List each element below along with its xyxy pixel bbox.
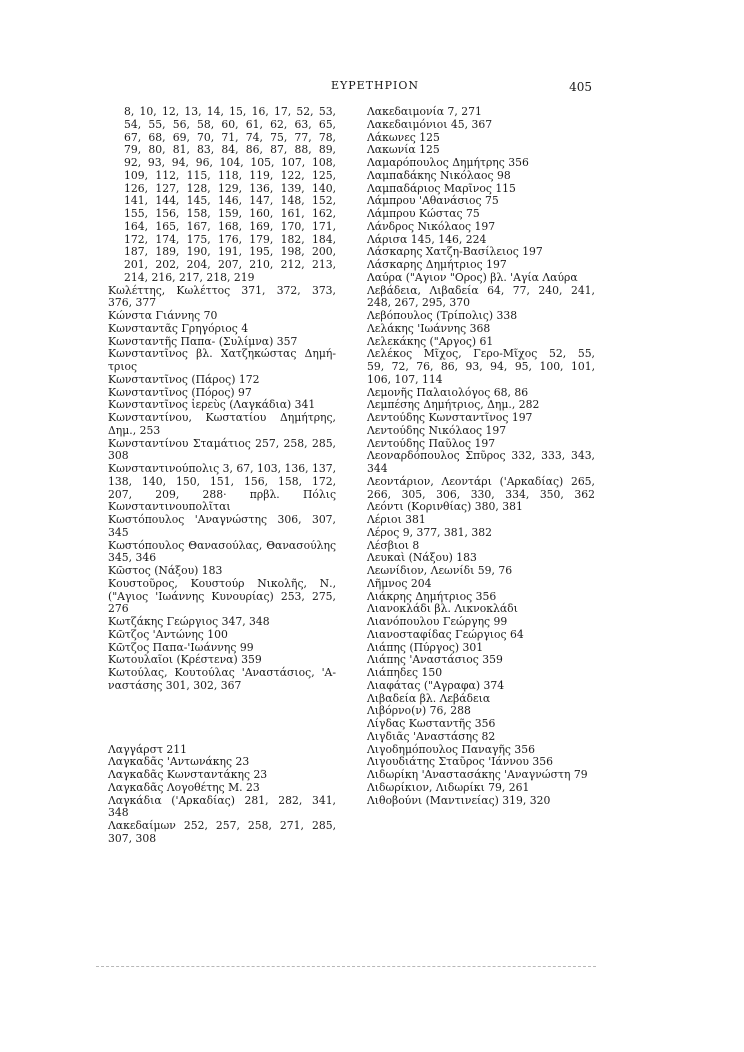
index-entry-line: Λιγουδιάτης Σταῦρος 'Ιάννου 356 [367, 755, 554, 769]
index-entry-line: Λεβόπουλος (Τρίπολις) 338 [367, 309, 518, 322]
index-entry-line: Λιανοσταφίδας Γεώργιος 64 [367, 627, 524, 641]
index-entry [108, 412, 336, 438]
index-entry-line: 59, 72, 76, 86, 93, 94, 95, 100, 101, [367, 360, 595, 373]
index-entry [367, 323, 595, 336]
index-entry [367, 769, 595, 782]
index-entry-line: 54, 55, 56, 58, 60, 61, 62, 63, 65, [124, 117, 336, 131]
index-entry-line: Λιάπης (Πύργος) 301 [367, 640, 484, 654]
index-entry [367, 629, 595, 642]
index-entry-line: ("Αγιος 'Ιωάννης Κυνουρίας) 253, 275, [108, 589, 336, 603]
index-entry-line: Λάμπρου 'Αθανάσιος 75 [367, 194, 499, 208]
index-entry-line: Λεντούδης Νικόλαος 197 [367, 423, 507, 437]
index-entry-line: Λεμπέσης Δημήτριος, Δημ., 282 [367, 398, 540, 412]
index-entry-line: Λιάπης 'Αναστάσιος 359 [367, 653, 503, 667]
index-entry-line: 109, 112, 115, 118, 119, 122, 125, [124, 168, 336, 182]
index-entry [367, 259, 595, 272]
index-entry [367, 616, 595, 629]
index-entry [367, 731, 595, 744]
index-entry [367, 119, 595, 132]
index-entry-line: 164, 165, 167, 168, 169, 170, 171, [124, 219, 336, 233]
index-entry-line: Λίγδας Κωσταντῆς 356 [367, 717, 496, 730]
index-entry [108, 629, 336, 642]
index-entry [108, 374, 336, 387]
index-entry-line: 106, 107, 114 [367, 372, 443, 386]
index-entry-line: Λαγγάρστ 211 [108, 742, 188, 756]
index-column-right [367, 106, 595, 807]
index-entry-line: Λαύρα ("Αγιον "Ορος) βλ. 'Αγία Λαύρα [367, 270, 578, 284]
index-entry [367, 310, 595, 323]
index-entry [108, 310, 336, 323]
index-entry-line: Λελέκος Μῖχος, Γερο-Μῖχος 52, 55, [367, 347, 595, 361]
index-entry-line: Λέριοι 381 [367, 513, 426, 526]
index-entry-line: Λεωνίδιον, Λεωνίδι 59, 76 [367, 564, 513, 577]
index-entry-line: Κώνστα Γιάννης 70 [108, 309, 218, 322]
index-entry [367, 208, 595, 221]
index-entry [108, 540, 336, 566]
index-entry [367, 157, 595, 170]
index-entry-line: Λακωνία 125 [367, 143, 440, 157]
index-entry-line: Λεοναρδόπουλος Σπῦρος 332, 333, 343, [367, 449, 595, 463]
index-entry-line: Λάσκαρης Χατζη-Βασίλειος 197 [367, 245, 543, 259]
index-entry-line: 126, 127, 128, 129, 136, 139, 140, [124, 181, 336, 195]
index-entry-line: Λιδωρίκη 'Αναστασάκης 'Αναγνώστη 79 [367, 768, 588, 781]
index-entry-line: Λακεδαίμων 252, 257, 258, 271, 285, [108, 819, 336, 832]
index-entry-line: Κωτζάκης Γεώργιος 347, 348 [108, 615, 270, 628]
index-entry [367, 795, 595, 808]
index-entry-line: Λαμπαδάριος Μαρῖνος 115 [367, 181, 516, 195]
index-entry-line: 344 [367, 462, 388, 475]
index-entry-line: Λαγκαδᾶς 'Αντωνάκης 23 [108, 755, 250, 769]
index-entry [108, 616, 336, 629]
index-entry [108, 463, 336, 514]
bottom-scan-rule [96, 966, 596, 967]
index-entry-line: Κωνσταντινουπολῖται [108, 500, 231, 514]
index-entry-line: 207, 209, 288· πρβλ. Πόλις [108, 487, 336, 501]
index-entry [108, 438, 336, 464]
index-entry-line: Λιαφάτας ("Αγραφα) 374 [367, 678, 505, 692]
index-entry [367, 565, 595, 578]
index-entry-line: Λιάκρης Δημήτριος 356 [367, 589, 497, 603]
index-entry-line: 201, 202, 204, 207, 210, 212, 213, [124, 258, 336, 271]
index-entry-line: Λάσκαρης Δημήτριος 197 [367, 258, 507, 271]
index-entry-line: Λελάκης 'Ιωάννης 368 [367, 321, 491, 335]
index-entry-line: Λιάπηδες 150 [367, 666, 443, 679]
index-entry-line: Κῶτζος Παπα-'Ιωάννης 99 [108, 640, 254, 654]
index-entry-line: 276 [108, 602, 129, 616]
index-entry-line: 266, 305, 306, 330, 334, 350, 362 [367, 487, 595, 501]
index-entry-line: Κωνσταντῆς Παπα- (Συλίμνα) 357 [108, 334, 298, 348]
index-entry [108, 578, 336, 616]
index-entry-line: 172, 174, 175, 176, 179, 182, 184, [124, 232, 336, 246]
index-entry-line: Λακεδαιμόνιοι 45, 367 [367, 117, 493, 131]
index-entry [367, 272, 595, 285]
index-entry-line: Κωτουλαῖοι (Κρέστενα) 359 [108, 653, 262, 667]
index-entry-line: Λεόντι (Κορινθίας) 380, 381 [367, 500, 523, 514]
index-entry-line: Λάνδρος Νικόλαος 197 [367, 219, 496, 233]
index-entry-line: Κῶτζος 'Αντώνης 100 [108, 627, 228, 641]
index-entry-line: Λέρος 9, 377, 381, 382 [367, 525, 493, 539]
index-entry-line: Λελεκάκης ("Αργος) 61 [367, 334, 494, 348]
index-entry-line: 187, 189, 190, 191, 195, 198, 200, [124, 245, 336, 259]
index-entry [367, 514, 595, 527]
index-entry [367, 221, 595, 234]
index-entry-line: Λαγκαδᾶς Κωνσταντάκης 23 [108, 768, 268, 781]
page-number: 405 [569, 80, 592, 94]
index-entry [367, 782, 595, 795]
index-entry-line: Κωνσταντινούπολις 3, 67, 103, 136, 137, [108, 462, 336, 475]
index-entry-line: 79, 80, 81, 83, 84, 86, 87, 88, 89, [124, 143, 336, 157]
index-entry [108, 782, 336, 795]
index-entry-line: 348 [108, 806, 129, 820]
index-entry [108, 769, 336, 782]
index-entry-line: Λεμονῆς Παλαιολόγος 68, 86 [367, 385, 529, 399]
index-entry-line: 141, 144, 145, 146, 147, 148, 152, [124, 194, 336, 208]
index-entry [367, 285, 595, 311]
index-entry-line: Κωλέττης, Κωλέττος 371, 372, 373, [108, 283, 336, 297]
index-entry [108, 106, 336, 285]
index-entry-line: Λάμπρου Κώστας 75 [367, 207, 480, 220]
index-entry-line: Λέσβιοι 8 [367, 538, 420, 552]
index-entry [367, 450, 595, 476]
index-entry-line: Κουστοῦρος, Κουστούρ Νικολῆς, Ν., [108, 576, 336, 590]
index-entry-line: Λιγοδημόπουλος Παναγῆς 356 [367, 742, 536, 756]
index-entry-line: Λιδωρίκιον, Λιδωρίκι 79, 261 [367, 780, 530, 794]
index-entry-line: 345, 346 [108, 551, 157, 565]
index-entry-line: 155, 156, 158, 159, 160, 161, 162, [124, 207, 336, 220]
index-entry-line: Λεντούδης Παῦλος 197 [367, 436, 496, 450]
index-entry-line: τριος [108, 360, 138, 373]
index-entry-line: Λάρισα 145, 146, 224 [367, 232, 487, 246]
index-entry-line: ναστάσης 301, 302, 367 [108, 678, 242, 692]
index-entry-line: 307, 308 [108, 831, 157, 845]
index-entry-line: Λιβόρνο(ν) 76, 288 [367, 704, 471, 718]
index-entry-line: Κωνσταντῖνος (Πόρος) 97 [108, 385, 252, 399]
index-entry-line: Δημ., 253 [108, 423, 161, 437]
index-entry [367, 170, 595, 183]
index-entry [108, 348, 336, 374]
index-entry-line: Λεβάδεια, Λιβαδεία 64, 77, 240, 241, [367, 283, 595, 297]
index-entry-line: Κωστόπουλος 'Αναγνώστης 306, 307, [108, 513, 336, 526]
index-entry-line: Λιβαδεία βλ. Λεβάδεια [367, 691, 491, 705]
index-entry [367, 578, 595, 591]
index-entry-line: Κωνσταντῖνος ἱερεὺς (Λαγκάδια) 341 [108, 398, 316, 412]
index-entry-line: 8, 10, 12, 13, 14, 15, 16, 17, 52, 53, [124, 105, 336, 118]
index-entry-line: 92, 93, 94, 96, 104, 105, 107, 108, [124, 156, 336, 169]
index-entry-line: Λιανοκλάδι βλ. Λικνοκλάδι [367, 602, 518, 616]
index-column-left [108, 106, 336, 846]
index-entry-line: 138, 140, 150, 151, 156, 158, 172, [108, 474, 336, 488]
index-entry-line: 248, 267, 295, 370 [367, 296, 471, 310]
index-entry [367, 527, 595, 540]
index-entry-line: Λιθοβούνι (Μαντινείας) 319, 320 [367, 793, 551, 807]
index-entry-line: Λεντούδης Κωνσταντῖνος 197 [367, 411, 533, 424]
index-entry [108, 820, 336, 846]
index-entry-line: Λαμπαδάκης Νικόλαος 98 [367, 168, 511, 182]
index-entry-line: Λῆμνος 204 [367, 576, 432, 590]
index-entry-line: Κωνσταντίνου Σταμάτιος 257, 258, 285, [108, 436, 336, 450]
index-entry [367, 476, 595, 502]
index-entry [367, 680, 595, 693]
index-entry [108, 323, 336, 336]
index-entry-line: Λαμαρόπουλος Δημήτρης 356 [367, 156, 529, 169]
index-entry-line: Κωνσταντᾶς Γρηγόριος 4 [108, 321, 249, 335]
index-entry [367, 412, 595, 425]
index-entry-line: Λάκωνες 125 [367, 130, 440, 144]
index-entry [367, 425, 595, 438]
index-entry-line: Κωστόπουλος Θανασούλας, Θανασούλης [108, 538, 336, 552]
index-entry-line: Λιανόπουλου Γεώργης 99 [367, 615, 508, 628]
index-entry [108, 565, 336, 578]
index-entry-line: Κῶστος (Νάξου) 183 [108, 564, 223, 577]
index-entry-line: Λαγκαδᾶς Λογοθέτης Μ. 23 [108, 780, 260, 794]
index-entry-line: 308 [108, 449, 129, 463]
index-entry-line: Κωτούλας, Κουτούλας 'Αναστάσιος, 'Α- [108, 666, 336, 679]
index-entry-line: Λεοντάριον, Λεοντάρι ('Αρκαδίας) 265, [367, 474, 595, 488]
index-entry [108, 514, 336, 540]
index-entry-line: Λιγδιᾶς 'Αναστάσης 82 [367, 729, 496, 743]
index-entry-line: 376, 377 [108, 296, 157, 310]
index-entry [108, 285, 336, 311]
index-entry [367, 667, 595, 680]
index-entry [367, 718, 595, 731]
index-entry-line: Κωνσταντίνου, Κωστατίου Δημήτρης, [108, 411, 336, 424]
index-entry-line: Λαγκάδια ('Αρκαδίας) 281, 282, 341, [108, 793, 336, 807]
index-entry-line: 67, 68, 69, 70, 71, 74, 75, 77, 78, [124, 130, 336, 144]
index-entry-line: Κωνσταντῖνος (Πάρος) 172 [108, 372, 260, 386]
index-entry-line: Λακεδαιμονία 7, 271 [367, 105, 482, 118]
index-entry-line: Κωνσταντῖνος βλ. Χατζηκώστας Δημή- [108, 347, 336, 361]
index-entry-line: 345 [108, 525, 129, 539]
index-entry [367, 106, 595, 119]
index-entry-line: Λευκαὶ (Νάξου) 183 [367, 551, 477, 565]
index-entry [108, 667, 336, 693]
index-entry [108, 795, 336, 821]
running-header-title: ΕΥΡΕΤΗΡΙΟΝ [330, 79, 420, 92]
index-entry [367, 348, 595, 386]
index-entry-line: 214, 216, 217, 218, 219 [124, 270, 255, 284]
